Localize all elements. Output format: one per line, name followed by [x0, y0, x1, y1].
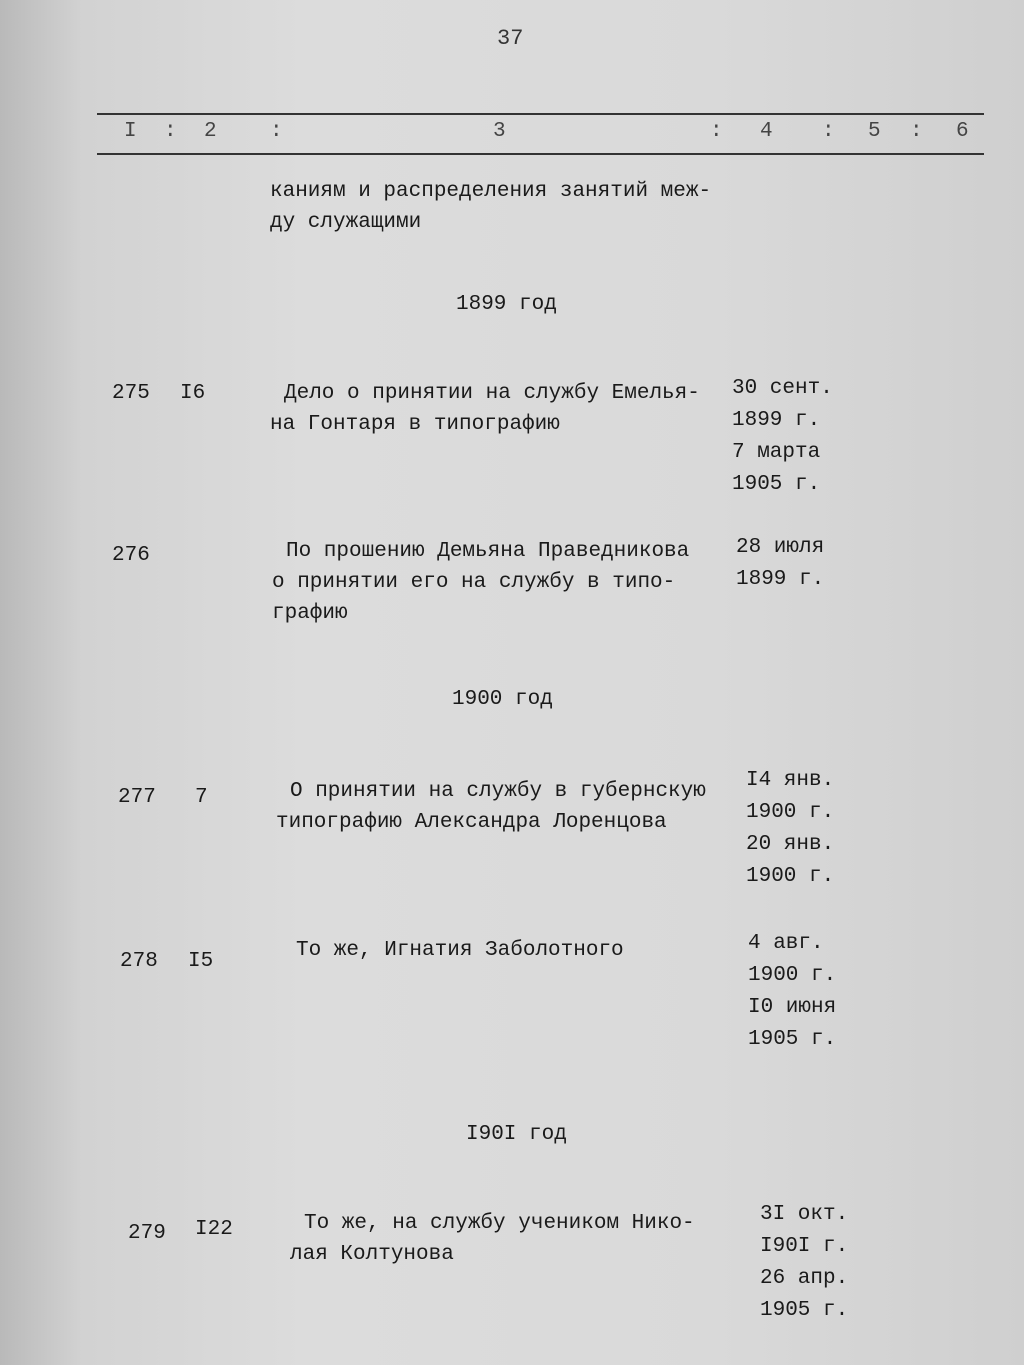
- text-line: графию: [272, 602, 348, 625]
- column-separator: :: [164, 120, 177, 143]
- text-line: лая Колтунова: [290, 1243, 454, 1266]
- column-header-1: I: [124, 120, 137, 143]
- entry-title: [276, 776, 706, 838]
- entry-title: [272, 536, 689, 629]
- date-line: 1905 г.: [732, 473, 821, 496]
- date-line: 30 сент.: [732, 377, 833, 400]
- date-line: 7 марта: [732, 441, 821, 464]
- column-header-6: 6: [956, 120, 969, 143]
- date-line: I90I г.: [760, 1235, 849, 1258]
- date-line: 1900 г.: [746, 865, 835, 888]
- date-line: 1899 г.: [736, 568, 825, 591]
- date-line: 3I окт.: [760, 1203, 849, 1226]
- column-separator: :: [910, 120, 923, 143]
- entry-dates: [732, 373, 833, 501]
- date-line: 20 янв.: [746, 833, 835, 856]
- date-line: 1900 г.: [748, 964, 837, 987]
- entry-number: 276: [112, 544, 150, 567]
- date-line: 1905 г.: [748, 1028, 837, 1051]
- entry-title: [296, 935, 624, 966]
- text-line: Дело о принятии на службу Емелья-: [284, 382, 700, 405]
- header-top-rule: [97, 113, 984, 115]
- file-number: I6: [180, 382, 206, 405]
- column-header-5: 5: [868, 120, 881, 143]
- date-line: 26 апр.: [760, 1267, 849, 1290]
- date-line: 28 июля: [736, 536, 825, 559]
- entry-dates: [748, 928, 836, 1056]
- column-separator: :: [710, 120, 723, 143]
- column-header-3: 3: [493, 120, 506, 143]
- text-line: То же, на службу учеником Нико-: [304, 1212, 695, 1235]
- entry-number: 279: [128, 1222, 166, 1245]
- entry-title: [290, 1208, 695, 1270]
- date-line: 1899 г.: [732, 409, 821, 432]
- date-line: 1905 г.: [760, 1299, 849, 1322]
- text-line: каниям и распределения занятий меж-: [270, 180, 712, 203]
- text-line: О принятии на службу в губернскую: [290, 780, 706, 803]
- date-line: 1900 г.: [746, 801, 835, 824]
- page-number: 37: [497, 26, 524, 51]
- entry-number: 278: [120, 950, 158, 973]
- year-heading: 1899 год: [456, 293, 557, 316]
- text-line: То же, Игнатия Заболотного: [296, 939, 624, 962]
- date-line: I0 июня: [748, 996, 837, 1019]
- entry-number: 277: [118, 786, 156, 809]
- year-heading: I90I год: [466, 1123, 567, 1146]
- column-separator: :: [822, 120, 835, 143]
- entry-title: [270, 378, 700, 440]
- text-line: ду служащими: [270, 211, 422, 234]
- entry-dates: [746, 765, 834, 893]
- entry-number: 275: [112, 382, 150, 405]
- text-line: По прошению Демьяна Праведникова: [286, 540, 690, 563]
- column-header-2: 2: [204, 120, 217, 143]
- entry-dates: [736, 532, 824, 596]
- column-separator: :: [270, 120, 283, 143]
- file-number: 7: [195, 786, 208, 809]
- year-heading: 1900 год: [452, 688, 553, 711]
- file-number: I5: [188, 950, 214, 973]
- file-number: I22: [195, 1218, 233, 1241]
- text-line: типографию Александра Лоренцова: [276, 811, 667, 834]
- text-line: на Гонтаря в типографию: [270, 413, 560, 436]
- entry-dates: [760, 1199, 848, 1327]
- column-header-4: 4: [760, 120, 773, 143]
- date-line: I4 янв.: [746, 769, 835, 792]
- header-bottom-rule: [97, 153, 984, 155]
- text-line: о принятии его на службу в типо-: [272, 571, 676, 594]
- date-line: 4 авг.: [748, 932, 824, 955]
- continuation-text: [270, 176, 711, 238]
